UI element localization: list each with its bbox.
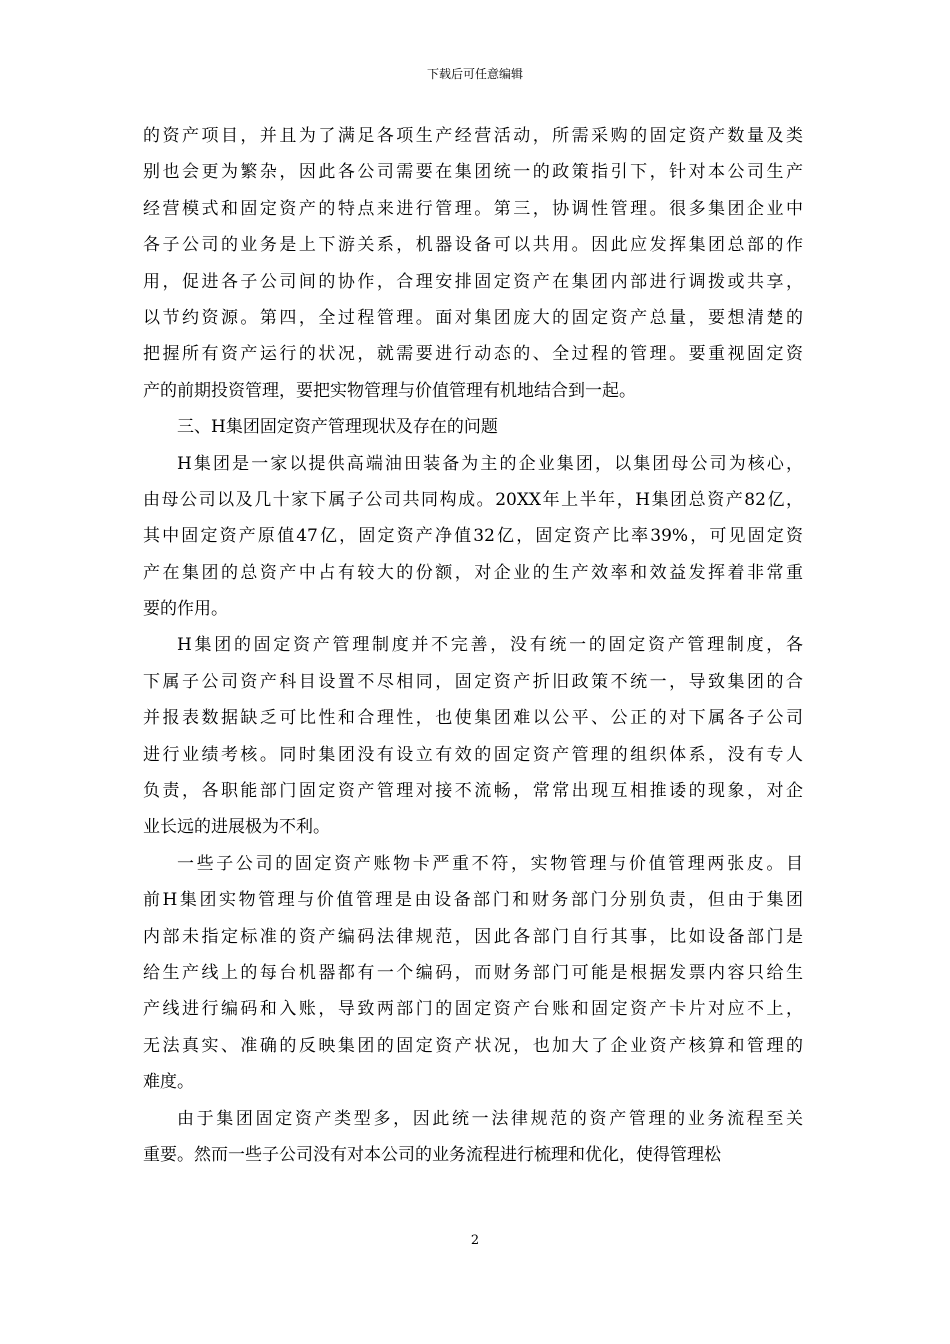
text-line: 其中固定资产原值47亿，固定资产净值32亿，固定资产比率39%，可见固定资	[143, 526, 803, 547]
section-heading	[143, 409, 803, 445]
text-line: 负责，各职能部门固定资产管理对接不流畅，常常出现互相推诿的现象，对企	[143, 781, 803, 802]
text-line: 以节约资源。第四，全过程管理。面对集团庞大的固定资产总量，要想清楚的	[143, 307, 803, 328]
paragraph	[143, 1101, 803, 1174]
text-line: 无法真实、准确的反映集团的固定资产状况，也加大了企业资产核算和管理的	[143, 1035, 803, 1056]
text-line: 产在集团的总资产中占有较大的份额，对企业的生产效率和效益发挥着非常重	[143, 562, 803, 583]
page-number: 2	[470, 1233, 480, 1248]
page-header: 下载后可任意编辑	[426, 67, 523, 81]
text-line: 产线进行编码和入账，导致两部门的固定资产台账和固定资产卡片对应不上，	[143, 999, 803, 1020]
text-line: 难度。	[143, 1072, 194, 1093]
text-line: 业长远的进展极为不利。	[143, 817, 330, 838]
text-line: 由于集团固定资产类型多，因此统一法律规范的资产管理的业务流程至关	[177, 1108, 803, 1129]
document-body	[143, 118, 803, 1173]
text-line: 用，促进各子公司间的协作，合理安排固定资产在集团内部进行调拨或共享，	[143, 271, 803, 292]
paragraph	[143, 846, 803, 1101]
text-line: 内部未指定标准的资产编码法律规范，因此各部门自行其事，比如设备部门是	[143, 926, 803, 947]
text-line: 产的前期投资管理，要把实物管理与价值管理有机地结合到一起。	[143, 380, 636, 401]
text-line: 并报表数据缺乏可比性和合理性，也使集团难以公平、公正的对下属各子公司	[143, 708, 803, 729]
text-line: 前H集团实物管理与价值管理是由设备部门和财务部门分别负责，但由于集团	[143, 890, 803, 911]
text-line: 的资产项目，并且为了满足各项生产经营活动，所需采购的固定资产数量及类	[143, 126, 803, 146]
text-line: 下属子公司资产科目设置不尽相同，固定资产折旧政策不统一，导致集团的合	[143, 671, 803, 692]
text-line: 经营模式和固定资产的特点来进行管理。第三，协调性管理。很多集团企业中	[143, 198, 803, 219]
paragraph	[143, 446, 803, 628]
text-line: 一些子公司的固定资产账物卡严重不符，实物管理与价值管理两张皮。目	[177, 853, 803, 874]
text-line: 把握所有资产运行的状况，就需要进行动态的、全过程的管理。要重视固定资	[143, 344, 803, 365]
text-line: 给生产线上的每台机器都有一个编码，而财务部门可能是根据发票内容只给生	[143, 962, 803, 983]
text-line: H集团的固定资产管理制度并不完善，没有统一的固定资产管理制度，各	[177, 635, 803, 656]
text-line: 重要。然而一些子公司没有对本公司的业务流程进行梳理和优化，使得管理松	[143, 1144, 721, 1165]
text-line: 由母公司以及几十家下属子公司共同构成。20XX年上半年，H集团总资产82亿，	[143, 489, 803, 510]
heading-text: 三、H集团固定资产管理现状及存在的问题	[177, 417, 498, 438]
text-line: 别也会更为繁杂，因此各公司需要在集团统一的政策指引下，针对本公司生产	[143, 162, 803, 183]
paragraph	[143, 118, 803, 409]
paragraph	[143, 627, 803, 845]
text-line: 进行业绩考核。同时集团没有设立有效的固定资产管理的组织体系，没有专人	[143, 744, 803, 765]
text-line: 各子公司的业务是上下游关系，机器设备可以共用。因此应发挥集团总部的作	[143, 235, 803, 256]
text-line: 要的作用。	[143, 599, 228, 620]
text-line: H集团是一家以提供高端油田装备为主的企业集团，以集团母公司为核心，	[177, 453, 803, 474]
